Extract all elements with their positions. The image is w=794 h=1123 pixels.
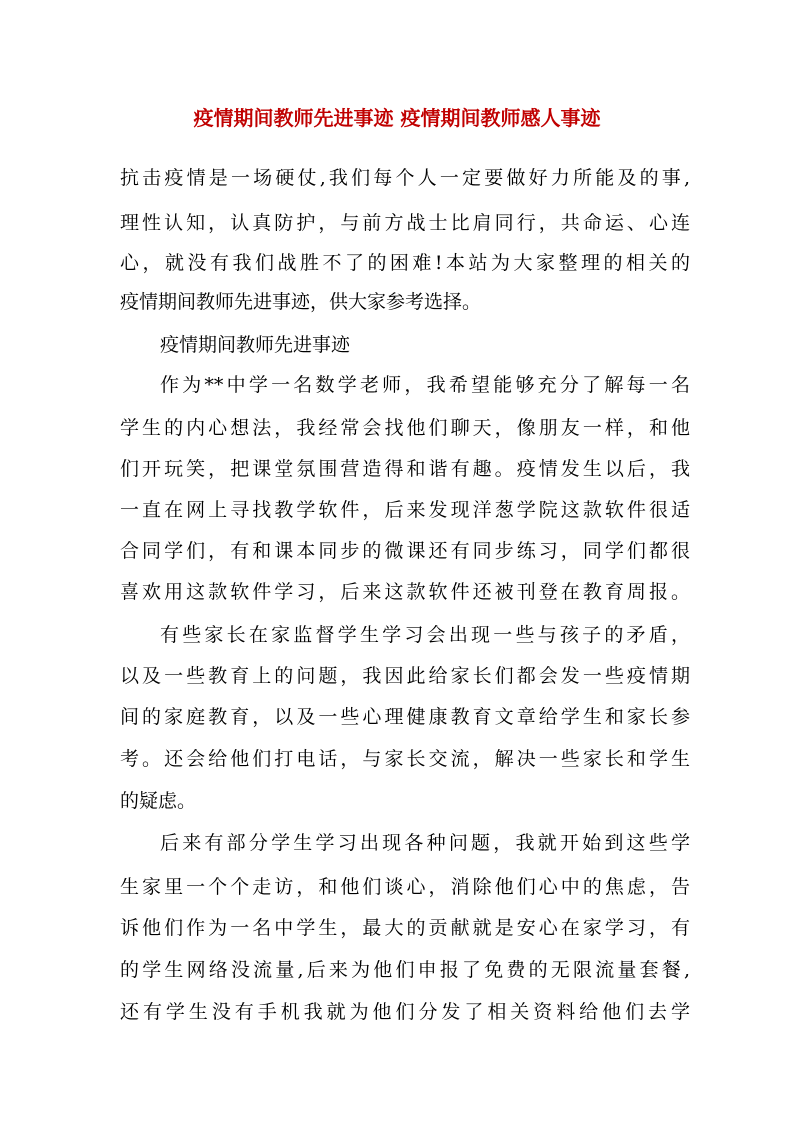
paragraph-line: 合同学们，有和课本同步的微课还有同步练习，同学们都很 <box>120 540 690 562</box>
paragraph-line: 有些家长在家监督学生学习会出现一些与孩子的矛盾， <box>160 624 690 646</box>
paragraph-line: 考。还会给他们打电话，与家长交流，解决一些家长和学生 <box>120 748 690 770</box>
paragraph-line: 们开玩笑，把课堂氛围营造得和谐有趣。疫情发生以后，我 <box>120 458 690 480</box>
document-title: 疫情期间教师先进事迹 疫情期间教师感人事迹 <box>193 106 601 130</box>
paragraph-line: 以及一些教育上的问题，我因此给家长们都会发一些疫情期 <box>120 665 690 687</box>
section-heading: 疫情期间教师先进事迹 <box>160 334 351 356</box>
paragraph-line: 间的家庭教育，以及一些心理健康教育文章给学生和家长参 <box>120 706 690 728</box>
paragraph-line: 理性认知，认真防护，与前方战士比肩同行，共命运、心连 <box>120 212 690 234</box>
paragraph-line: 抗击疫情是一场硬仗,我们每个人一定要做好力所能及的事, <box>120 167 690 189</box>
paragraph-line: 的疑虑。 <box>120 790 197 812</box>
paragraph-line: 疫情期间教师先进事迹，供大家参考选择。 <box>120 291 482 313</box>
paragraph-line: 喜欢用这款软件学习，后来这款软件还被刊登在教育周报。 <box>120 581 690 603</box>
paragraph-line: 生家里一个个走访，和他们谈心，消除他们心中的焦虑，告 <box>120 876 690 898</box>
paragraph-line: 一直在网上寻找教学软件，后来发现洋葱学院这款软件很适 <box>120 499 690 521</box>
paragraph-line: 后来有部分学生学习出现各种问题，我就开始到这些学 <box>160 832 690 854</box>
paragraph-line: 的学生网络没流量,后来为他们申报了免费的无限流量套餐, <box>120 959 690 981</box>
paragraph-line: 学生的内心想法，我经常会找他们聊天，像朋友一样，和他 <box>120 417 690 439</box>
paragraph-line: 心，就没有我们战胜不了的困难!本站为大家整理的相关的 <box>120 252 690 274</box>
paragraph-line: 诉他们作为一名中学生，最大的贡献就是安心在家学习，有 <box>120 917 690 939</box>
paragraph-line: 作为**中学一名数学老师，我希望能够充分了解每一名 <box>160 374 690 396</box>
paragraph-line: 还有学生没有手机我就为他们分发了相关资料给他们去学 <box>120 1001 690 1023</box>
